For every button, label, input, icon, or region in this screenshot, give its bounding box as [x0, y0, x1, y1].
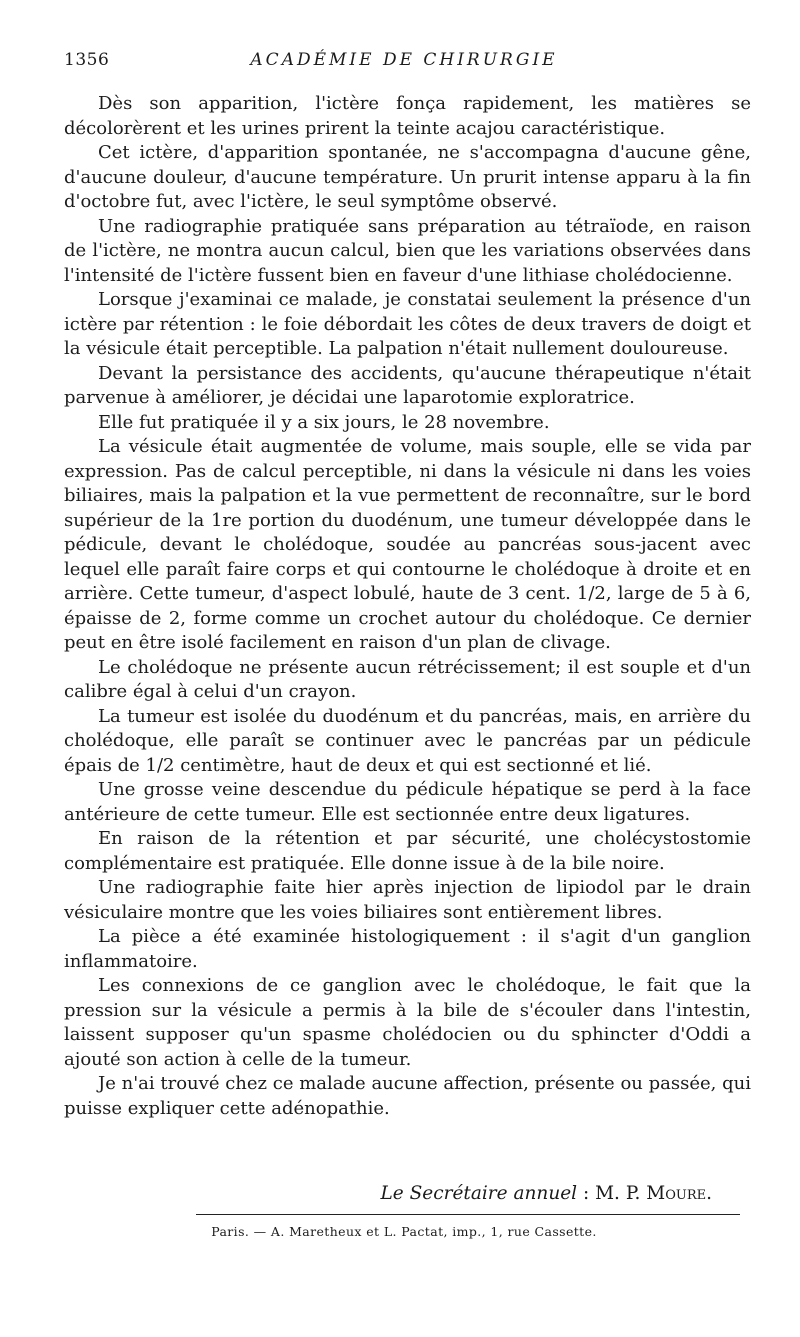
paragraph: Le cholédoque ne présente aucun rétrécissement; il est souple et d'un calibre égal à celui d'un crayon. — [64, 656, 751, 702]
body-text — [64, 92, 751, 1121]
paragraph: La pièce a été examinée histologiquement : il s'agit d'un ganglion inflammatoire. — [64, 926, 751, 972]
paragraph: Dès son apparition, l'ictère fonça rapidement, les matières se décolorèrent et les urines prirent la teinte acajou caractéristique. — [64, 93, 751, 139]
page-header — [64, 50, 744, 74]
page-number: 1356 — [64, 50, 110, 70]
paragraph: Une radiographie pratiquée sans préparation au tétraïode, en raison de l'ictère, ne montra aucun calcul, bien que les variations observées dans l'intensité de l'ictère fussent bien en faveur d'une lithiase cholédocienne. — [64, 215, 751, 286]
running-title: ACADÉMIE DE CHIRURGIE — [250, 50, 558, 70]
paragraph: Les connexions de ce ganglion avec le cholédoque, le fait que la pression sur la vésicule a permis à la bile de s'écouler dans l'intestin, laissent supposer qu'un spasme cholédocien ou du sphincter d'Oddi a ajouté son action à celle de la tumeur. — [64, 975, 751, 1070]
paragraph: Cet ictère, d'apparition spontanée, ne s'accompagna d'aucune gêne, d'aucune douleur, d'aucune température. Un prurit intense apparu à la fin d'octobre fut, avec l'ictère, le seul symptôme observé. — [64, 142, 751, 212]
paragraph: Je n'ai trouvé chez ce malade aucune affection, présente ou passée, qui puisse expliquer cette adénopathie. — [64, 1073, 751, 1119]
paragraph: Une grosse veine descendue du pédicule hépatique se perd à la face antérieure de cette tumeur. Elle est sectionnée entre deux ligatures. — [64, 779, 751, 825]
paragraph: Une radiographie faite hier après injection de lipiodol par le drain vésiculaire montre que les voies biliaires sont entièrement libres. — [64, 877, 751, 923]
signature-role: Le Secrétaire annuel — [380, 1183, 578, 1204]
paragraph: Devant la persistance des accidents, qu'aucune thérapeutique n'était parvenue à améliorer, je décidai une laparotomie exploratrice. — [64, 362, 751, 408]
signature-name: M. P. Moure. — [595, 1183, 712, 1204]
paragraph: La tumeur est isolée du duodénum et du pancréas, mais, en arrière du cholédoque, elle paraît se continuer avec le pancréas par un pédicule épais de 1/2 centimètre, haut de deux et qui est sectionné et lié. — [64, 705, 751, 776]
footer-rule — [196, 1214, 740, 1215]
signature — [64, 1181, 712, 1207]
printer-imprint: Paris. — A. Maretheux et L. Pactat, imp., 1, rue Cassette. — [211, 1224, 597, 1239]
paragraph: La vésicule était augmentée de volume, mais souple, elle se vida par expression. Pas de calcul perceptible, ni dans la vésicule ni dans les voies biliaires, mais la palpation et la vue permettent de reconnaître, sur le bord supérieur de la 1re portion du duodénum, une tumeur développée dans le pédicule, devant le cholédoque, soudée au pancréas sous-jacent avec lequel elle paraît faire corps et qui contourne le cholédoque à droite et en arrière. Cette tumeur, d'aspect lobulé, haute de 3 cent. 1/2, large de 5 à 6, épaisse de 2, forme comme un crochet autour du cholédoque. Ce dernier peut en être isolé facilement en raison d'un plan de clivage. — [64, 436, 751, 653]
paragraph: Elle fut pratiquée il y a six jours, le 28 novembre. — [98, 411, 550, 433]
paragraph: En raison de la rétention et par sécurité, une cholécystostomie complémentaire est pratiquée. Elle donne issue à de la bile noire. — [64, 828, 751, 874]
paragraph: Lorsque j'examinai ce malade, je constatai seulement la présence d'un ictère par rétention : le foie débordait les côtes de deux travers de doigt et la vésicule était perceptible. La palpation n'était nullement douloureuse. — [64, 289, 751, 359]
signature-separator: : — [577, 1183, 596, 1204]
